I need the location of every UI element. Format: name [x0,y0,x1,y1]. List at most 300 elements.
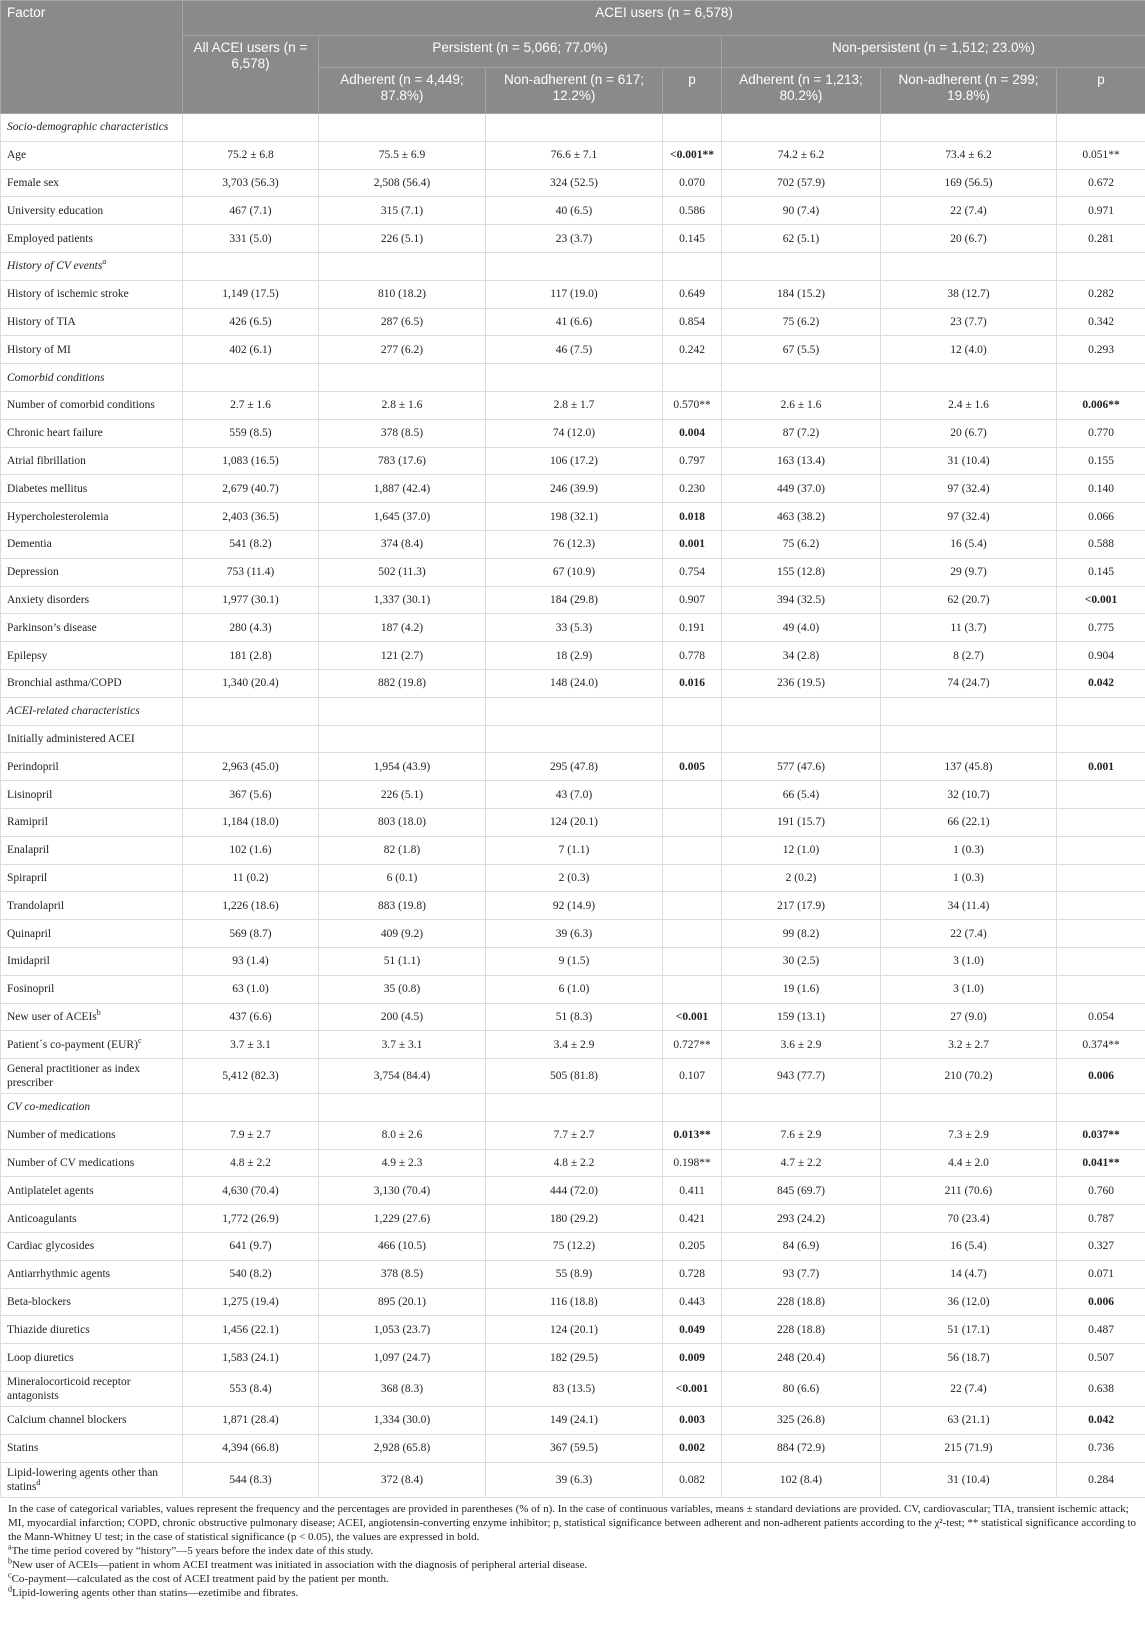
cell-nonpersistent-p [1057,725,1145,753]
cell-nonpersistent-adherent: 74.2 ± 6.2 [722,141,881,169]
cell-persistent-p: 0.727** [663,1031,722,1059]
cell-all: 1,340 (20.4) [183,669,319,697]
table-row [1,1205,1145,1233]
cell-nonpersistent-adherent: 7.6 ± 2.9 [722,1121,881,1149]
table-row [1,1177,1145,1205]
cell-nonpersistent-nonadherent: 1 (0.3) [881,836,1057,864]
cell-all: 426 (6.5) [183,308,319,336]
cell-nonpersistent-nonadherent: 137 (45.8) [881,753,1057,781]
table-row [1,558,1145,586]
footnote-main: In the case of categorical variables, values represent the frequency and the percentages are provided in parentheses (% of n). In the case of continuous variables, means ± standard deviations are provided. CV, cardiovascular; TIA, transient ischemic attack; MI, myocardial infarction; COPD, chronic obstructive pulmonary disease; ACEI, angiotensin-converting enzyme inhibitor; p, statistical significance between adherent and non-adherent patients according to the χ²-test; ** statistical significance according to the Mann-Whitney U test; in the case of statistical significance (p < 0.05), the values are expressed in bold. [8,1502,1137,1543]
row-label: Age [1,141,183,169]
cell-all [183,1094,319,1122]
table-row [1,1462,1145,1497]
cell-persistent-nonadherent: 41 (6.6) [486,308,663,336]
header-persistent-p: p [663,68,722,114]
cell-persistent-adherent: 226 (5.1) [319,781,486,809]
cell-nonpersistent-p: 0.071 [1057,1260,1145,1288]
cell-nonpersistent-p [1057,920,1145,948]
cell-nonpersistent-p: 0.042 [1057,1407,1145,1435]
cell-nonpersistent-nonadherent: 14 (4.7) [881,1260,1057,1288]
cell-nonpersistent-p: 0.145 [1057,558,1145,586]
cell-persistent-nonadherent: 76.6 ± 7.1 [486,141,663,169]
cell-persistent-p [663,781,722,809]
cell-all: 541 (8.2) [183,530,319,558]
table-row [1,1407,1145,1435]
cell-nonpersistent-adherent [722,114,881,142]
row-label: Anticoagulants [1,1205,183,1233]
cell-persistent-nonadherent: 9 (1.5) [486,947,663,975]
cell-all [183,364,319,392]
cell-persistent-nonadherent [486,364,663,392]
cell-persistent-p: 0.145 [663,225,722,253]
row-label: Statins [1,1434,183,1462]
cell-nonpersistent-adherent: 449 (37.0) [722,475,881,503]
cell-persistent-adherent [319,364,486,392]
cell-nonpersistent-adherent: 66 (5.4) [722,781,881,809]
cell-nonpersistent-adherent: 34 (2.8) [722,642,881,670]
cell-persistent-nonadherent: 117 (19.0) [486,280,663,308]
cell-nonpersistent-adherent: 702 (57.9) [722,169,881,197]
row-label: Calcium channel blockers [1,1407,183,1435]
cell-persistent-nonadherent: 124 (20.1) [486,808,663,836]
cell-persistent-nonadherent: 2.8 ± 1.7 [486,391,663,419]
cell-persistent-nonadherent: 444 (72.0) [486,1177,663,1205]
table-row [1,781,1145,809]
section-row [1,114,1145,142]
row-label: Quinapril [1,920,183,948]
cell-nonpersistent-adherent: 184 (15.2) [722,280,881,308]
cell-nonpersistent-p: 0.006 [1057,1288,1145,1316]
cell-nonpersistent-adherent: 80 (6.6) [722,1372,881,1407]
cell-nonpersistent-nonadherent: 22 (7.4) [881,1372,1057,1407]
cell-persistent-nonadherent: 295 (47.8) [486,753,663,781]
cell-persistent-p: 0.009 [663,1344,722,1372]
cell-all: 4,630 (70.4) [183,1177,319,1205]
cell-persistent-adherent: 226 (5.1) [319,225,486,253]
cell-nonpersistent-p: 0.140 [1057,475,1145,503]
cell-nonpersistent-p: 0.042 [1057,669,1145,697]
row-label: Fosinopril [1,975,183,1003]
cell-nonpersistent-nonadherent: 215 (71.9) [881,1434,1057,1462]
row-label: Loop diuretics [1,1344,183,1372]
cell-all: 3.7 ± 3.1 [183,1031,319,1059]
cell-persistent-p [663,364,722,392]
cell-nonpersistent-adherent: 884 (72.9) [722,1434,881,1462]
table-row [1,197,1145,225]
cell-persistent-nonadherent: 324 (52.5) [486,169,663,197]
cell-all: 75.2 ± 6.8 [183,141,319,169]
table-row [1,1121,1145,1149]
row-label: Thiazide diuretics [1,1316,183,1344]
cell-nonpersistent-p: 0.293 [1057,336,1145,364]
cell-nonpersistent-p: 0.904 [1057,642,1145,670]
cell-nonpersistent-adherent [722,364,881,392]
cell-nonpersistent-adherent: 3.6 ± 2.9 [722,1031,881,1059]
table-header [1,1,1145,114]
cell-persistent-adherent: 2.8 ± 1.6 [319,391,486,419]
cell-persistent-p: 0.421 [663,1205,722,1233]
cell-all: 93 (1.4) [183,947,319,975]
cell-nonpersistent-adherent: 2.6 ± 1.6 [722,391,881,419]
cell-nonpersistent-p: 0.588 [1057,530,1145,558]
cell-nonpersistent-p [1057,364,1145,392]
footnote-d-mark: d [8,1584,12,1593]
cell-persistent-adherent [319,725,486,753]
cell-nonpersistent-adherent: 49 (4.0) [722,614,881,642]
table-row [1,336,1145,364]
cell-all: 181 (2.8) [183,642,319,670]
cell-all [183,114,319,142]
cell-nonpersistent-nonadherent: 23 (7.7) [881,308,1057,336]
section-row [1,364,1145,392]
header-persistent: Persistent (n = 5,066; 77.0%) [319,36,722,68]
section-row [1,697,1145,725]
cell-nonpersistent-p: <0.001 [1057,586,1145,614]
table-row [1,586,1145,614]
row-label: Atrial fibrillation [1,447,183,475]
cell-nonpersistent-p [1057,697,1145,725]
cell-persistent-p: 0.082 [663,1462,722,1497]
cell-persistent-p [663,836,722,864]
cell-nonpersistent-nonadherent: 34 (11.4) [881,892,1057,920]
cell-all: 437 (6.6) [183,1003,319,1031]
cell-persistent-adherent: 378 (8.5) [319,419,486,447]
footnote-d: $^d$Lipid-lowering agents other than statins—ezetimibe and fibrates. [8,1584,299,1599]
cell-persistent-p: 0.797 [663,447,722,475]
row-label: General practitioner as index prescriber [1,1059,183,1094]
cell-persistent-p: 0.778 [663,642,722,670]
cell-persistent-adherent: 783 (17.6) [319,447,486,475]
cell-nonpersistent-p [1057,808,1145,836]
table-row [1,975,1145,1003]
cell-nonpersistent-nonadherent: 63 (21.1) [881,1407,1057,1435]
cell-persistent-nonadherent: 106 (17.2) [486,447,663,475]
cell-all: 1,226 (18.6) [183,892,319,920]
cell-nonpersistent-nonadherent: 2.4 ± 1.6 [881,391,1057,419]
cell-nonpersistent-p: 0.770 [1057,419,1145,447]
cell-persistent-p: 0.016 [663,669,722,697]
cell-all: 540 (8.2) [183,1260,319,1288]
cell-persistent-adherent: 803 (18.0) [319,808,486,836]
table-row [1,614,1145,642]
cell-all: 1,977 (30.1) [183,586,319,614]
footnote-marker: d [36,1477,41,1487]
cell-all: 5,412 (82.3) [183,1059,319,1094]
cell-persistent-adherent: 374 (8.4) [319,530,486,558]
cell-nonpersistent-adherent: 325 (26.8) [722,1407,881,1435]
cell-nonpersistent-p: 0.006** [1057,391,1145,419]
cell-nonpersistent-adherent: 93 (7.7) [722,1260,881,1288]
cell-all: 559 (8.5) [183,419,319,447]
cell-persistent-adherent: 895 (20.1) [319,1288,486,1316]
cell-nonpersistent-adherent: 67 (5.5) [722,336,881,364]
cell-nonpersistent-p: 0.282 [1057,280,1145,308]
cell-nonpersistent-p [1057,892,1145,920]
cell-all: 753 (11.4) [183,558,319,586]
cell-nonpersistent-adherent: 217 (17.9) [722,892,881,920]
cell-all: 2,403 (36.5) [183,503,319,531]
table-row [1,1260,1145,1288]
cell-nonpersistent-adherent: 90 (7.4) [722,197,881,225]
row-label: Lisinopril [1,781,183,809]
cell-nonpersistent-nonadherent: 8 (2.7) [881,642,1057,670]
cell-nonpersistent-nonadherent: 210 (70.2) [881,1059,1057,1094]
cell-nonpersistent-nonadherent: 70 (23.4) [881,1205,1057,1233]
cell-persistent-adherent: 287 (6.5) [319,308,486,336]
cell-nonpersistent-p [1057,114,1145,142]
cell-persistent-adherent: 1,887 (42.4) [319,475,486,503]
cell-nonpersistent-p [1057,864,1145,892]
cell-nonpersistent-adherent: 4.7 ± 2.2 [722,1149,881,1177]
table-body [1,114,1145,1498]
cell-persistent-adherent: 372 (8.4) [319,1462,486,1497]
cell-nonpersistent-adherent: 394 (32.5) [722,586,881,614]
cell-nonpersistent-adherent: 102 (8.4) [722,1462,881,1497]
cell-nonpersistent-p [1057,947,1145,975]
row-label: Beta-blockers [1,1288,183,1316]
cell-persistent-adherent: 883 (19.8) [319,892,486,920]
cell-persistent-adherent: 368 (8.3) [319,1372,486,1407]
cell-nonpersistent-nonadherent: 11 (3.7) [881,614,1057,642]
cell-persistent-p: 0.570** [663,391,722,419]
table-row [1,391,1145,419]
cell-nonpersistent-nonadherent: 16 (5.4) [881,530,1057,558]
cell-nonpersistent-p [1057,836,1145,864]
cell-persistent-p [663,697,722,725]
cell-persistent-adherent: 1,337 (30.1) [319,586,486,614]
cell-nonpersistent-adherent: 943 (77.7) [722,1059,881,1094]
row-label: Anxiety disorders [1,586,183,614]
table-row [1,753,1145,781]
cell-nonpersistent-adherent: 30 (2.5) [722,947,881,975]
cell-nonpersistent-nonadherent [881,114,1057,142]
cell-nonpersistent-nonadherent: 29 (9.7) [881,558,1057,586]
table-row [1,642,1145,670]
cell-nonpersistent-adherent: 293 (24.2) [722,1205,881,1233]
cell-persistent-adherent: 810 (18.2) [319,280,486,308]
cell-nonpersistent-p: 0.487 [1057,1316,1145,1344]
cell-nonpersistent-nonadherent: 62 (20.7) [881,586,1057,614]
cell-persistent-p [663,725,722,753]
cell-persistent-adherent: 502 (11.3) [319,558,486,586]
cell-nonpersistent-p: 0.760 [1057,1177,1145,1205]
cell-persistent-p: <0.001 [663,1372,722,1407]
cell-nonpersistent-adherent: 84 (6.9) [722,1233,881,1261]
cell-all: 467 (7.1) [183,197,319,225]
cell-persistent-nonadherent: 148 (24.0) [486,669,663,697]
cell-nonpersistent-nonadherent [881,1094,1057,1122]
header-nonpersistent-p: p [1057,68,1145,114]
cell-nonpersistent-adherent: 191 (15.7) [722,808,881,836]
cell-all: 63 (1.0) [183,975,319,1003]
cell-persistent-p: 0.242 [663,336,722,364]
cell-persistent-nonadherent: 6 (1.0) [486,975,663,1003]
cell-persistent-nonadherent: 92 (14.9) [486,892,663,920]
header-non-persistent: Non-persistent (n = 1,512; 23.0%) [722,36,1145,68]
cell-all: 1,456 (22.1) [183,1316,319,1344]
cell-nonpersistent-nonadherent: 27 (9.0) [881,1003,1057,1031]
cell-persistent-nonadherent: 2 (0.3) [486,864,663,892]
table-row [1,447,1145,475]
table-row [1,308,1145,336]
row-label: Number of comorbid conditions [1,391,183,419]
section-row [1,252,1145,280]
cell-persistent-nonadherent: 75 (12.2) [486,1233,663,1261]
row-label: Chronic heart failure [1,419,183,447]
row-label: History of CV events$^a$ [1,252,183,280]
cell-persistent-nonadherent: 246 (39.9) [486,475,663,503]
cell-persistent-p: <0.001 [663,1003,722,1031]
cell-nonpersistent-nonadherent: 22 (7.4) [881,197,1057,225]
table-row [1,419,1145,447]
cell-nonpersistent-p: 0.041** [1057,1149,1145,1177]
cell-persistent-adherent: 35 (0.8) [319,975,486,1003]
cell-persistent-p: 0.018 [663,503,722,531]
cell-persistent-p: 0.411 [663,1177,722,1205]
cell-all: 402 (6.1) [183,336,319,364]
cell-persistent-nonadherent: 76 (12.3) [486,530,663,558]
cell-persistent-nonadherent [486,725,663,753]
cell-all: 1,772 (26.9) [183,1205,319,1233]
row-label: Ramipril [1,808,183,836]
cell-persistent-adherent: 4.9 ± 2.3 [319,1149,486,1177]
row-label: Mineralocorticoid receptor antagonists [1,1372,183,1407]
cell-persistent-nonadherent: 184 (29.8) [486,586,663,614]
cell-persistent-p: 0.443 [663,1288,722,1316]
footnote-b-mark: b [8,1556,12,1565]
cell-nonpersistent-p [1057,975,1145,1003]
cell-nonpersistent-nonadherent: 73.4 ± 6.2 [881,141,1057,169]
cell-nonpersistent-adherent: 75 (6.2) [722,308,881,336]
row-label: University education [1,197,183,225]
cell-nonpersistent-adherent: 228 (18.8) [722,1316,881,1344]
cell-persistent-nonadherent: 7 (1.1) [486,836,663,864]
row-label: CV co-medication [1,1094,183,1122]
table-row [1,530,1145,558]
cell-nonpersistent-adherent: 87 (7.2) [722,419,881,447]
cell-nonpersistent-p [1057,252,1145,280]
cell-nonpersistent-adherent: 99 (8.2) [722,920,881,948]
cell-nonpersistent-nonadherent: 97 (32.4) [881,503,1057,531]
cell-persistent-nonadherent: 182 (29.5) [486,1344,663,1372]
cell-all: 2,963 (45.0) [183,753,319,781]
table-row [1,669,1145,697]
row-label: Initially administered ACEI [1,725,183,753]
cell-nonpersistent-adherent: 463 (38.2) [722,503,881,531]
cell-nonpersistent-nonadherent: 31 (10.4) [881,1462,1057,1497]
table-row [1,836,1145,864]
row-label: Trandolapril [1,892,183,920]
cell-persistent-adherent: 187 (4.2) [319,614,486,642]
cell-persistent-adherent [319,114,486,142]
cell-nonpersistent-nonadherent: 36 (12.0) [881,1288,1057,1316]
cell-persistent-p: 0.002 [663,1434,722,1462]
cell-nonpersistent-adherent: 62 (5.1) [722,225,881,253]
cell-persistent-p [663,864,722,892]
cell-persistent-p: 0.649 [663,280,722,308]
table-row [1,1288,1145,1316]
cell-all: 553 (8.4) [183,1372,319,1407]
table-row [1,1003,1145,1031]
cell-persistent-adherent: 1,954 (43.9) [319,753,486,781]
cell-persistent-nonadherent: 180 (29.2) [486,1205,663,1233]
cell-persistent-adherent [319,1094,486,1122]
cell-nonpersistent-adherent [722,1094,881,1122]
cell-persistent-adherent: 3,754 (84.4) [319,1059,486,1094]
cell-persistent-nonadherent: 4.8 ± 2.2 [486,1149,663,1177]
cell-persistent-adherent: 200 (4.5) [319,1003,486,1031]
cell-persistent-nonadherent: 83 (13.5) [486,1372,663,1407]
cell-all [183,725,319,753]
cell-nonpersistent-nonadherent: 3 (1.0) [881,947,1057,975]
cell-nonpersistent-p [1057,781,1145,809]
cell-nonpersistent-p: 0.054 [1057,1003,1145,1031]
cell-all: 1,871 (28.4) [183,1407,319,1435]
row-label: Hypercholesterolemia [1,503,183,531]
row-label: ACEI-related characteristics [1,697,183,725]
table-row [1,1031,1145,1059]
cell-persistent-adherent: 3.7 ± 3.1 [319,1031,486,1059]
cell-nonpersistent-nonadherent: 12 (4.0) [881,336,1057,364]
cell-nonpersistent-p: 0.775 [1057,614,1145,642]
cell-nonpersistent-adherent [722,697,881,725]
cell-persistent-p: <0.001** [663,141,722,169]
cell-persistent-adherent: 121 (2.7) [319,642,486,670]
header-factor: Factor [1,1,183,114]
cell-persistent-nonadherent: 149 (24.1) [486,1407,663,1435]
cell-persistent-adherent: 75.5 ± 6.9 [319,141,486,169]
cell-persistent-nonadherent: 124 (20.1) [486,1316,663,1344]
cell-nonpersistent-nonadherent: 1 (0.3) [881,864,1057,892]
cell-all: 1,275 (19.4) [183,1288,319,1316]
cell-nonpersistent-adherent: 155 (12.8) [722,558,881,586]
table-row [1,1344,1145,1372]
footnote-a-mark: a [8,1542,12,1551]
cell-persistent-p: 0.728 [663,1260,722,1288]
cell-persistent-adherent: 1,053 (23.7) [319,1316,486,1344]
row-label: Parkinson’s disease [1,614,183,642]
row-label: History of TIA [1,308,183,336]
cell-all: 4,394 (66.8) [183,1434,319,1462]
cell-all: 2.7 ± 1.6 [183,391,319,419]
cell-all: 1,083 (16.5) [183,447,319,475]
cell-all: 569 (8.7) [183,920,319,948]
table-row [1,864,1145,892]
cell-persistent-p [663,892,722,920]
row-label: Employed patients [1,225,183,253]
table-row [1,280,1145,308]
cell-persistent-adherent: 51 (1.1) [319,947,486,975]
cell-persistent-p [663,114,722,142]
cell-persistent-nonadherent: 7.7 ± 2.7 [486,1121,663,1149]
cell-persistent-nonadherent: 116 (18.8) [486,1288,663,1316]
cell-persistent-nonadherent [486,114,663,142]
cell-all: 4.8 ± 2.2 [183,1149,319,1177]
cell-persistent-adherent: 1,097 (24.7) [319,1344,486,1372]
cell-nonpersistent-nonadherent [881,364,1057,392]
table-row [1,947,1145,975]
row-label: History of ischemic stroke [1,280,183,308]
cell-persistent-nonadherent [486,252,663,280]
cell-persistent-adherent: 1,645 (37.0) [319,503,486,531]
footnote-a: $^a$The time period covered by “history”—5 years before the index date of this study. [8,1542,374,1557]
cell-persistent-p [663,947,722,975]
cell-nonpersistent-p: 0.787 [1057,1205,1145,1233]
header-all-users: All ACEI users (n = 6,578) [183,36,319,114]
header-persistent-adherent: Adherent (n = 4,449; 87.8%) [319,68,486,114]
table-row [1,920,1145,948]
